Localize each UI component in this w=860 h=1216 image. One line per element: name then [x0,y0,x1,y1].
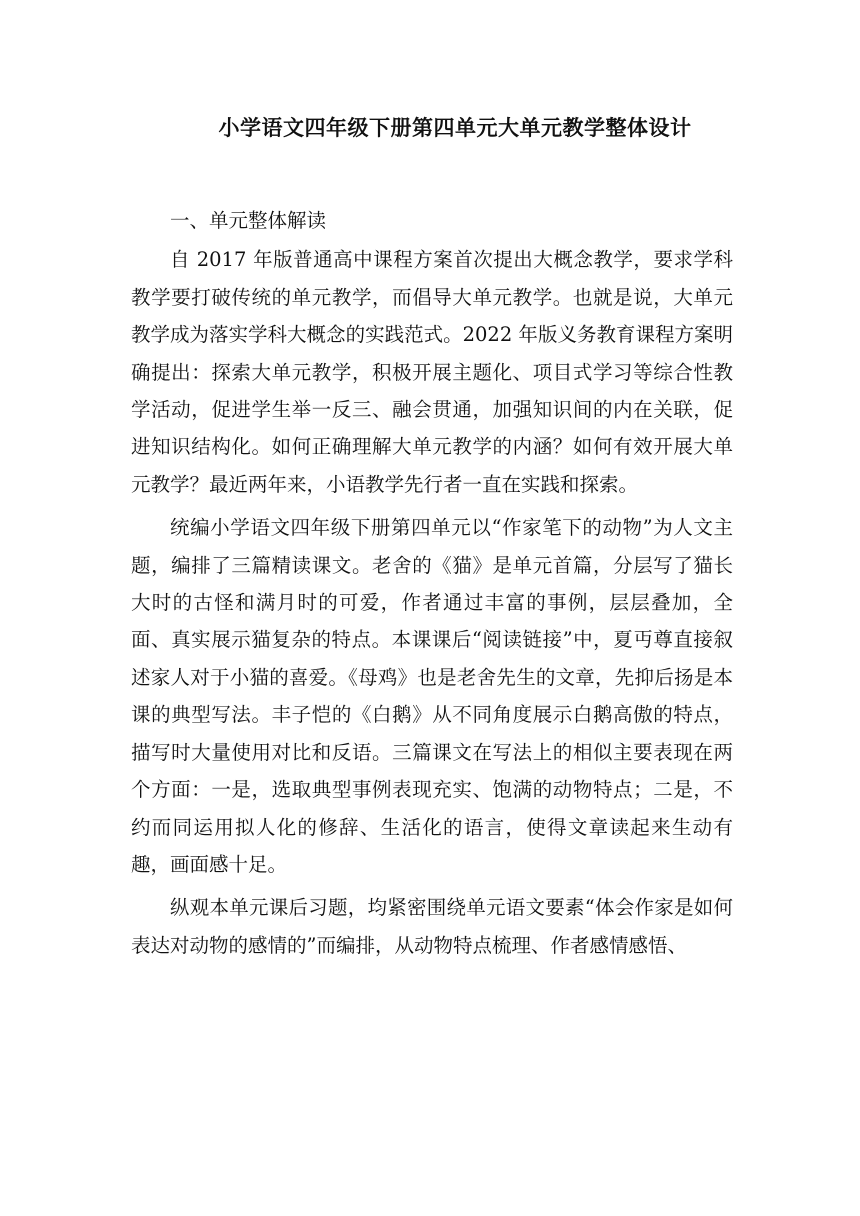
paragraph-1: 自 2017 年版普通高中课程方案首次提出大概念教学，要求学科教学要打破传统的单元教学，而倡导大单元教学。也就是说，大单元教学成为落实学科大概念的实践范式。2022 年版义务教育课程方案明确提出：探索大单元教学，积极开展主题化、项目式学习等综合性教学活动，促进学生举一反三、融会贯通，加强知识间的内在关联，促进知识结构化。如何正确理解大单元教学的内涵？如何有效开展大单元教学？最近两年来，小语教学先行者一直在实践和探索。 [131,248,733,496]
section-heading: 一、单元整体解读 [170,209,327,232]
document-body [131,202,733,964]
paragraph-3: 纵观本单元课后习题，均紧密围绕单元语文要素“体会作家是如何表达对动物的感情的”而编排，从动物特点梳理、作者感情感悟、 [131,896,733,957]
paragraph-2: 统编小学语文四年级下册第四单元以“作家笔下的动物”为人文主题，编排了三篇精读课文。老舍的《猫》是单元首篇，分层写了猫长大时的古怪和满月时的可爱，作者通过丰富的事例，层层叠加，全面、真实展示猫复杂的特点。本课课后“阅读链接”中，夏丏尊直接叙述家人对于小猫的喜爱。《母鸡》也是老舍先生的文章，先抑后扬是本课的典型写法。丰子恺的《白鹅》从不同角度展示白鹅高傲的特点，描写时大量使用对比和反语。三篇课文在写法上的相似主要表现在两个方面：一是，选取典型事例表现充实、饱满的动物特点；二是，不约而同运用拟人化的修辞、生活化的语言，使得文章读起来生动有趣，画面感十足。 [131,516,733,876]
document-title: 小学语文四年级下册第四单元大单元教学整体设计 [218,115,692,140]
